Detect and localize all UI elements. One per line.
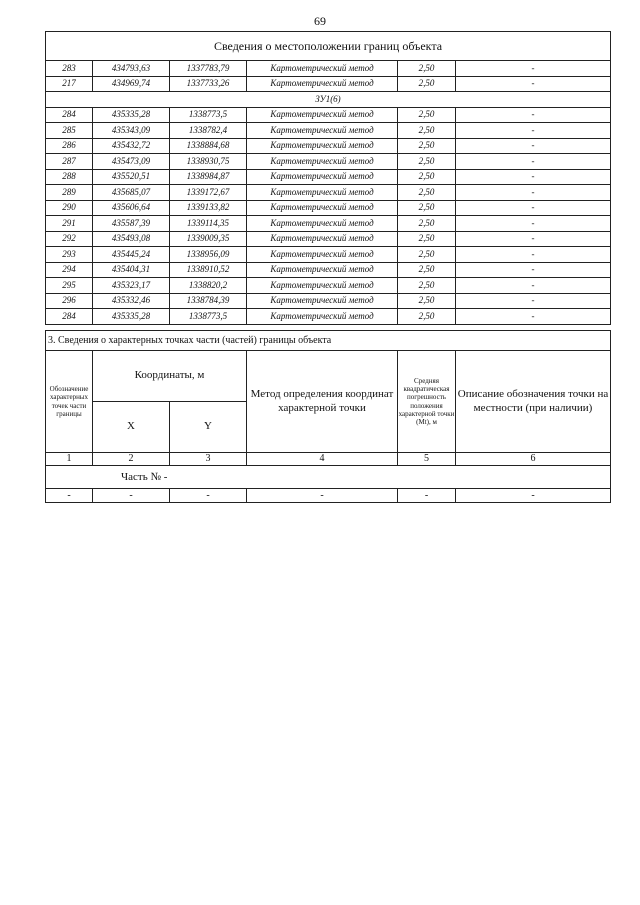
accuracy: 2,50 — [398, 76, 456, 92]
point-number: 296 — [46, 293, 93, 309]
point-number: 295 — [46, 278, 93, 294]
coord-y: 1338910,52 — [170, 262, 247, 278]
method: Картометрический метод — [247, 278, 398, 294]
table-row — [46, 123, 611, 139]
method: Картометрический метод — [247, 262, 398, 278]
coord-x: 435432,72 — [93, 138, 170, 154]
coord-x: 435493,08 — [93, 231, 170, 247]
table-row — [46, 231, 611, 247]
table-row — [46, 76, 611, 92]
col-num-2: 2 — [93, 453, 170, 466]
empty-cell: - — [247, 489, 398, 503]
table-row — [46, 154, 611, 170]
method: Картометрический метод — [247, 200, 398, 216]
coord-x: 435445,24 — [93, 247, 170, 263]
description: - — [456, 200, 611, 216]
col-num-4: 4 — [247, 453, 398, 466]
header-point: Обозначение характерных точек части границы — [46, 351, 93, 453]
table-row — [46, 107, 611, 123]
description: - — [456, 247, 611, 263]
coord-y: 1338984,87 — [170, 169, 247, 185]
subsection-header: ЗУ1(6) — [46, 92, 611, 108]
part-label: Часть № - — [46, 466, 611, 489]
method: Картометрический метод — [247, 216, 398, 232]
coord-x: 435520,51 — [93, 169, 170, 185]
description: - — [456, 76, 611, 92]
description: - — [456, 309, 611, 325]
description: - — [456, 185, 611, 201]
accuracy: 2,50 — [398, 169, 456, 185]
coord-x: 435335,28 — [93, 107, 170, 123]
part-points-table — [45, 330, 611, 503]
point-number: 291 — [46, 216, 93, 232]
description: - — [456, 262, 611, 278]
col-num-5: 5 — [398, 453, 456, 466]
point-number: 284 — [46, 107, 93, 123]
header-method: Метод определения координат характерной точки — [247, 351, 398, 453]
table-row — [46, 216, 611, 232]
description: - — [456, 154, 611, 170]
accuracy: 2,50 — [398, 107, 456, 123]
section3-title: 3. Сведения о характерных точках части (частей) границы объекта — [46, 331, 611, 351]
description: - — [456, 231, 611, 247]
coord-x: 434793,63 — [93, 61, 170, 77]
header-description: Описание обозначения точки на местности (при наличии) — [456, 351, 611, 453]
table-row — [46, 61, 611, 77]
coord-x: 435606,64 — [93, 200, 170, 216]
empty-cell: - — [46, 489, 93, 503]
table-row — [46, 262, 611, 278]
description: - — [456, 278, 611, 294]
accuracy: 2,50 — [398, 200, 456, 216]
method: Картометрический метод — [247, 293, 398, 309]
coord-x: 435404,31 — [93, 262, 170, 278]
header-y: Y — [170, 402, 247, 453]
coord-x: 435587,39 — [93, 216, 170, 232]
point-number: 292 — [46, 231, 93, 247]
method: Картометрический метод — [247, 76, 398, 92]
description: - — [456, 216, 611, 232]
accuracy: 2,50 — [398, 61, 456, 77]
coord-y: 1338930,75 — [170, 154, 247, 170]
coord-x: 435343,09 — [93, 123, 170, 139]
coord-x: 435685,07 — [93, 185, 170, 201]
coord-y: 1339009,35 — [170, 231, 247, 247]
accuracy: 2,50 — [398, 185, 456, 201]
section-title: Сведения о местоположении границ объекта — [46, 32, 611, 61]
point-number: 285 — [46, 123, 93, 139]
point-number: 294 — [46, 262, 93, 278]
point-number: 283 — [46, 61, 93, 77]
table-row — [46, 247, 611, 263]
description: - — [456, 107, 611, 123]
coord-y: 1339114,35 — [170, 216, 247, 232]
table-row — [46, 138, 611, 154]
point-number: 288 — [46, 169, 93, 185]
accuracy: 2,50 — [398, 247, 456, 263]
method: Картометрический метод — [247, 309, 398, 325]
accuracy: 2,50 — [398, 231, 456, 247]
method: Картометрический метод — [247, 231, 398, 247]
coord-x: 435473,09 — [93, 154, 170, 170]
coord-y: 1338956,09 — [170, 247, 247, 263]
method: Картометрический метод — [247, 138, 398, 154]
empty-cell: - — [170, 489, 247, 503]
col-num-6: 6 — [456, 453, 611, 466]
method: Картометрический метод — [247, 185, 398, 201]
method: Картометрический метод — [247, 154, 398, 170]
header-accuracy: Средняя квадратическая погрешность положения характерной точки (Мt), м — [398, 351, 456, 453]
coord-y: 1338884,68 — [170, 138, 247, 154]
coord-y: 1337783,79 — [170, 61, 247, 77]
empty-cell: - — [456, 489, 611, 503]
coord-y: 1337733,26 — [170, 76, 247, 92]
table-row — [46, 169, 611, 185]
method: Картометрический метод — [247, 123, 398, 139]
accuracy: 2,50 — [398, 293, 456, 309]
accuracy: 2,50 — [398, 262, 456, 278]
point-number: 284 — [46, 309, 93, 325]
page-number: 69 — [314, 14, 326, 28]
method: Картометрический метод — [247, 107, 398, 123]
description: - — [456, 138, 611, 154]
accuracy: 2,50 — [398, 309, 456, 325]
point-number: 289 — [46, 185, 93, 201]
description: - — [456, 169, 611, 185]
coord-y: 1339172,67 — [170, 185, 247, 201]
point-number: 286 — [46, 138, 93, 154]
table-row — [46, 185, 611, 201]
table-row — [46, 278, 611, 294]
coord-x: 435332,46 — [93, 293, 170, 309]
coord-y: 1338784,39 — [170, 293, 247, 309]
coord-y: 1339133,82 — [170, 200, 247, 216]
accuracy: 2,50 — [398, 216, 456, 232]
method: Картометрический метод — [247, 169, 398, 185]
coord-x: 434969,74 — [93, 76, 170, 92]
point-number: 290 — [46, 200, 93, 216]
coord-x: 435323,17 — [93, 278, 170, 294]
accuracy: 2,50 — [398, 138, 456, 154]
coord-y: 1338820,2 — [170, 278, 247, 294]
point-number: 217 — [46, 76, 93, 92]
method: Картометрический метод — [247, 247, 398, 263]
boundary-table — [45, 31, 611, 325]
method: Картометрический метод — [247, 61, 398, 77]
table-row — [46, 309, 611, 325]
empty-cell: - — [398, 489, 456, 503]
accuracy: 2,50 — [398, 278, 456, 294]
description: - — [456, 123, 611, 139]
description: - — [456, 61, 611, 77]
description: - — [456, 293, 611, 309]
point-number: 293 — [46, 247, 93, 263]
accuracy: 2,50 — [398, 123, 456, 139]
point-number: 287 — [46, 154, 93, 170]
col-num-3: 3 — [170, 453, 247, 466]
header-coords: Координаты, м — [93, 351, 247, 402]
accuracy: 2,50 — [398, 154, 456, 170]
col-num-1: 1 — [46, 453, 93, 466]
header-x: X — [93, 402, 170, 453]
coord-y: 1338773,5 — [170, 309, 247, 325]
empty-cell: - — [93, 489, 170, 503]
table-row — [46, 293, 611, 309]
table-row — [46, 200, 611, 216]
coord-x: 435335,28 — [93, 309, 170, 325]
coord-y: 1338782,4 — [170, 123, 247, 139]
coord-y: 1338773,5 — [170, 107, 247, 123]
